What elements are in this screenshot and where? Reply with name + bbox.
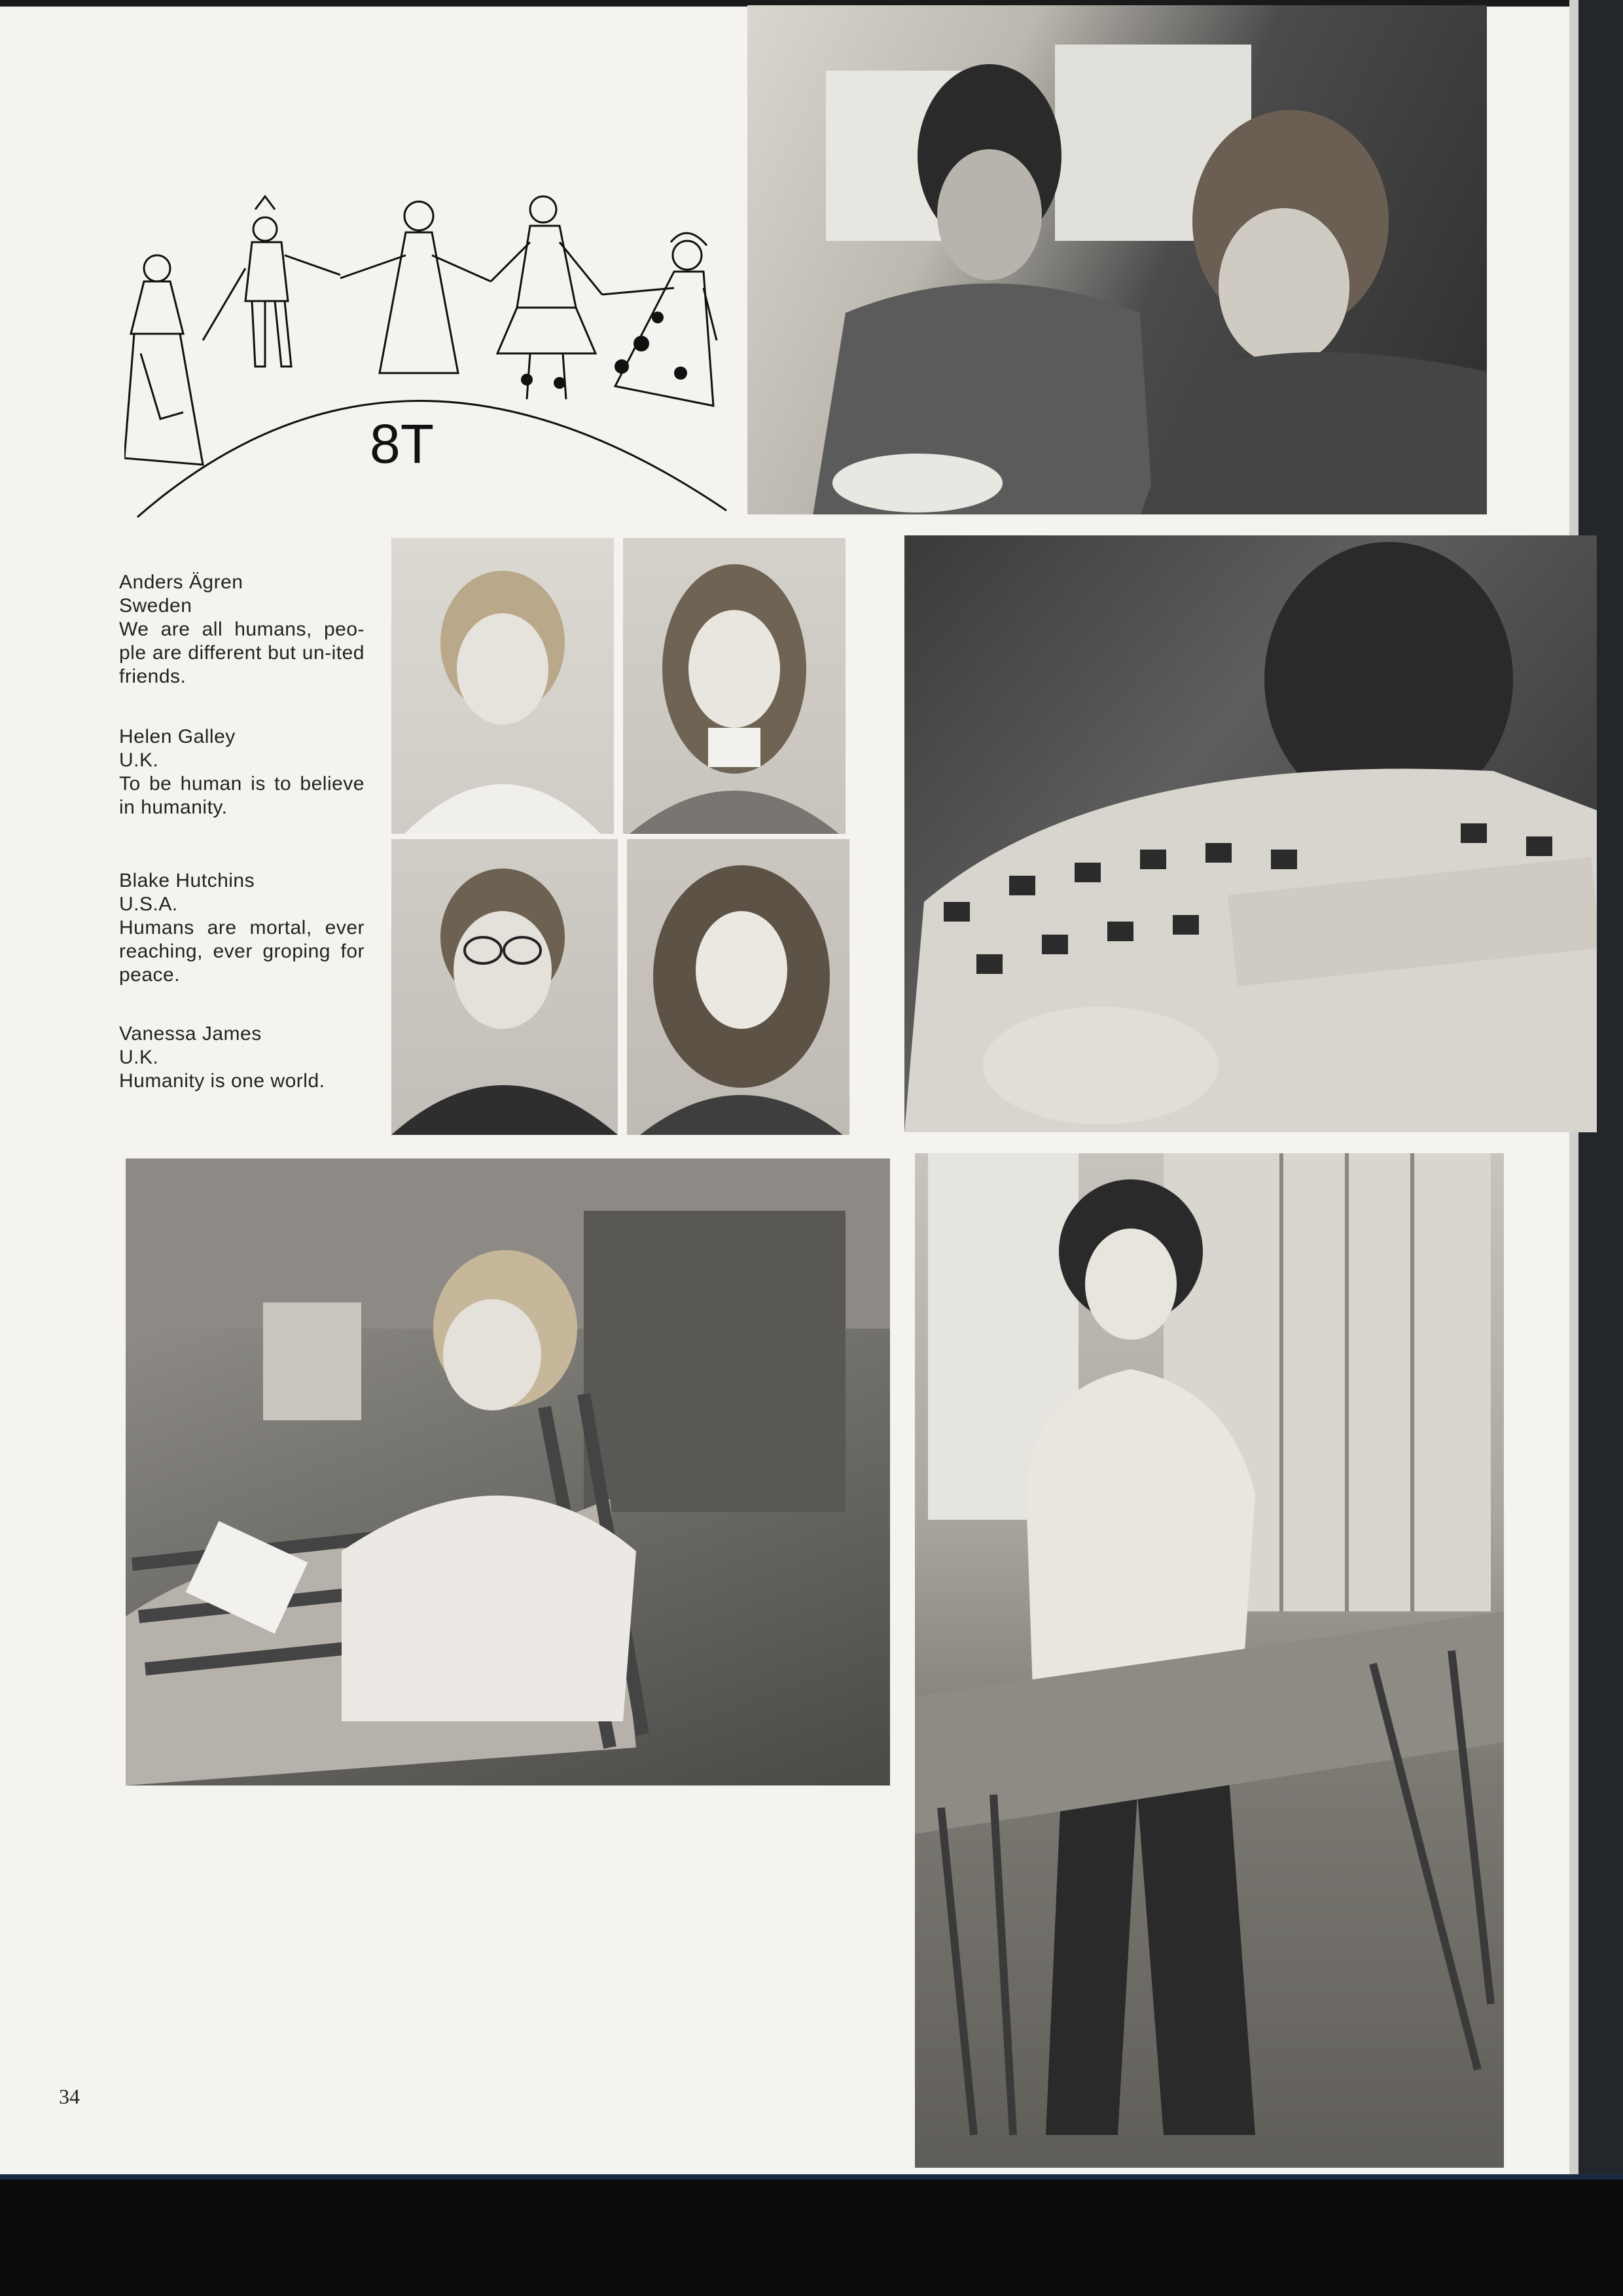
- student-name: Helen Galley: [119, 726, 236, 747]
- student-caption-3: [119, 869, 365, 987]
- photo-boy-in-chair: [126, 1158, 890, 1785]
- portrait-helen-galley: [623, 538, 846, 834]
- student-country: U.K.: [119, 1047, 159, 1068]
- portrait-vanessa-james: [627, 839, 849, 1135]
- portrait-blake-hutchins: [391, 839, 618, 1135]
- student-country: U.K.: [119, 749, 159, 771]
- student-quote: We are all humans, peo-ple are different but un-ited friends.: [119, 619, 365, 687]
- photo-boy-writing: [904, 535, 1597, 1132]
- photo-girl-standing: [915, 1153, 1504, 2168]
- student-country: Sweden: [119, 595, 192, 617]
- student-caption-4: [119, 1022, 365, 1093]
- student-name: Blake Hutchins: [119, 870, 255, 891]
- scan-bottom-edge: [0, 2179, 1623, 2296]
- student-quote: To be human is to believe in humanity.: [119, 773, 365, 818]
- portrait-anders-agren: [391, 538, 614, 834]
- student-caption-1: [119, 571, 365, 689]
- scan-binding-edge: [1578, 0, 1623, 2296]
- student-name: Anders Ägren: [119, 571, 243, 593]
- student-quote: Humanity is one world.: [119, 1070, 325, 1092]
- photo-boys-at-table: [747, 5, 1487, 514]
- page-number: 34: [59, 2085, 80, 2108]
- class-label: 8T: [370, 413, 435, 475]
- student-country: U.S.A.: [119, 893, 178, 915]
- student-caption-2: [119, 725, 365, 819]
- student-quote: Humans are mortal, ever reaching, ever groping for peace.: [119, 917, 365, 986]
- student-name: Vanessa James: [119, 1023, 262, 1045]
